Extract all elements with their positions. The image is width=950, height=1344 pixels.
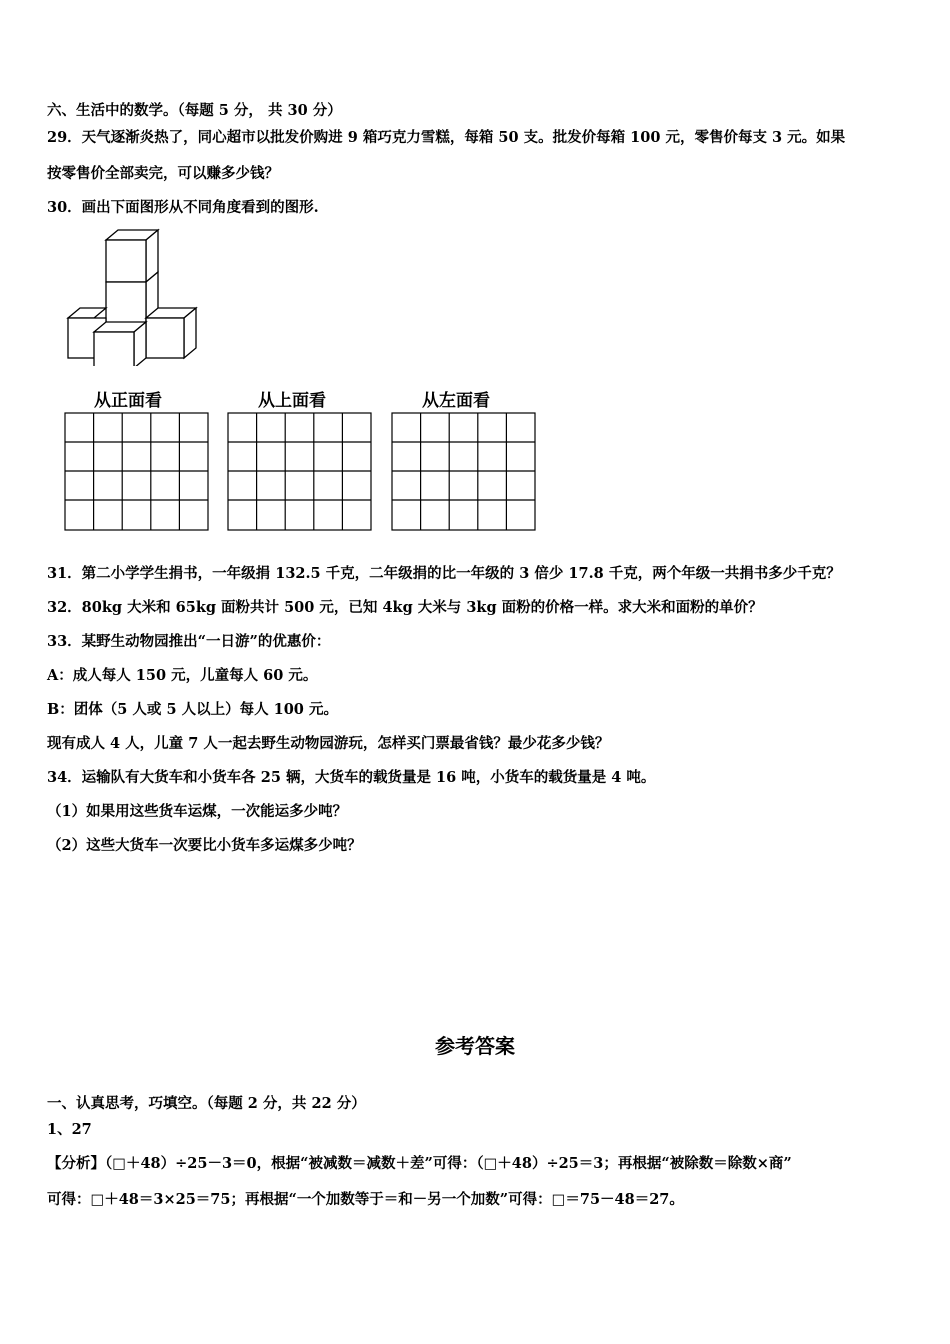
- question-34-part1: （1）如果用这些货车运煤，一次能运多少吨？: [47, 803, 348, 820]
- question-32: 32．80kg 大米和 65kg 面粉共计 500 元，已知 4kg 大米与 3kg 面粉的价格一样。求大米和面粉的单价？: [47, 599, 763, 616]
- grid-top: [227, 410, 373, 534]
- section-heading-6: 六、生活中的数学。（每题 5 分， 共 30 分）: [47, 102, 342, 119]
- cube-stack-figure: [60, 226, 210, 370]
- answer-title: 参考答案: [435, 1034, 515, 1058]
- question-33-question: 现有成人 4 人，儿童 7 人一起去野生动物园游玩，怎样买门票最省钱？最少花多少钱？: [47, 735, 610, 752]
- question-33-option-b: B：团体（5 人或 5 人以上）每人 100 元。: [47, 701, 338, 718]
- answer-1-label: 1、27: [47, 1121, 92, 1138]
- section-heading-1: 一、认真思考，巧填空。（每题 2 分，共 22 分）: [47, 1095, 366, 1112]
- answer-1-analysis-line2: 可得：□＋48＝3×25＝75；再根据“一个加数等于＝和－另一个加数”可得：□＝75－48＝27。: [47, 1191, 684, 1208]
- question-33-option-a: A：成人每人 150 元，儿童每人 60 元。: [47, 667, 318, 684]
- view-label-left: 从左面看: [422, 391, 490, 411]
- cube-stack-drawing: [60, 226, 210, 366]
- question-31: 31．第二小学学生捐书，一年级捐 132.5 千克，二年级捐的比一年级的 3 倍少 17.8 千克，两个年级一共捐书多少千克？: [47, 565, 841, 582]
- question-30: 30．画出下面图形从不同角度看到的图形.: [47, 199, 319, 216]
- question-29-line2: 按零售价全部卖完，可以赚多少钱？: [47, 165, 279, 182]
- grid-left: [391, 410, 537, 534]
- question-34-part2: （2）这些大货车一次要比小货车多运煤多少吨？: [47, 837, 362, 854]
- question-34-intro: 34．运输队有大货车和小货车各 25 辆，大货车的载货量是 16 吨，小货车的载货量是 4 吨。: [47, 769, 656, 786]
- answer-1-analysis-line1: 【分析】（□＋48）÷25－3＝0，根据“被减数＝减数＋差”可得：（□＋48）÷25＝3；再根据“被除数＝除数×商”: [47, 1155, 792, 1172]
- question-29-line1: 29．天气逐渐炎热了，同心超市以批发价购进 9 箱巧克力雪糕，每箱 50 支。批发价每箱 100 元，零售价每支 3 元。如果: [47, 129, 846, 146]
- view-label-top: 从上面看: [258, 391, 326, 411]
- view-label-front: 从正面看: [94, 391, 162, 411]
- question-33-intro: 33．某野生动物园推出“一日游”的优惠价：: [47, 633, 331, 650]
- grid-front: [64, 410, 210, 534]
